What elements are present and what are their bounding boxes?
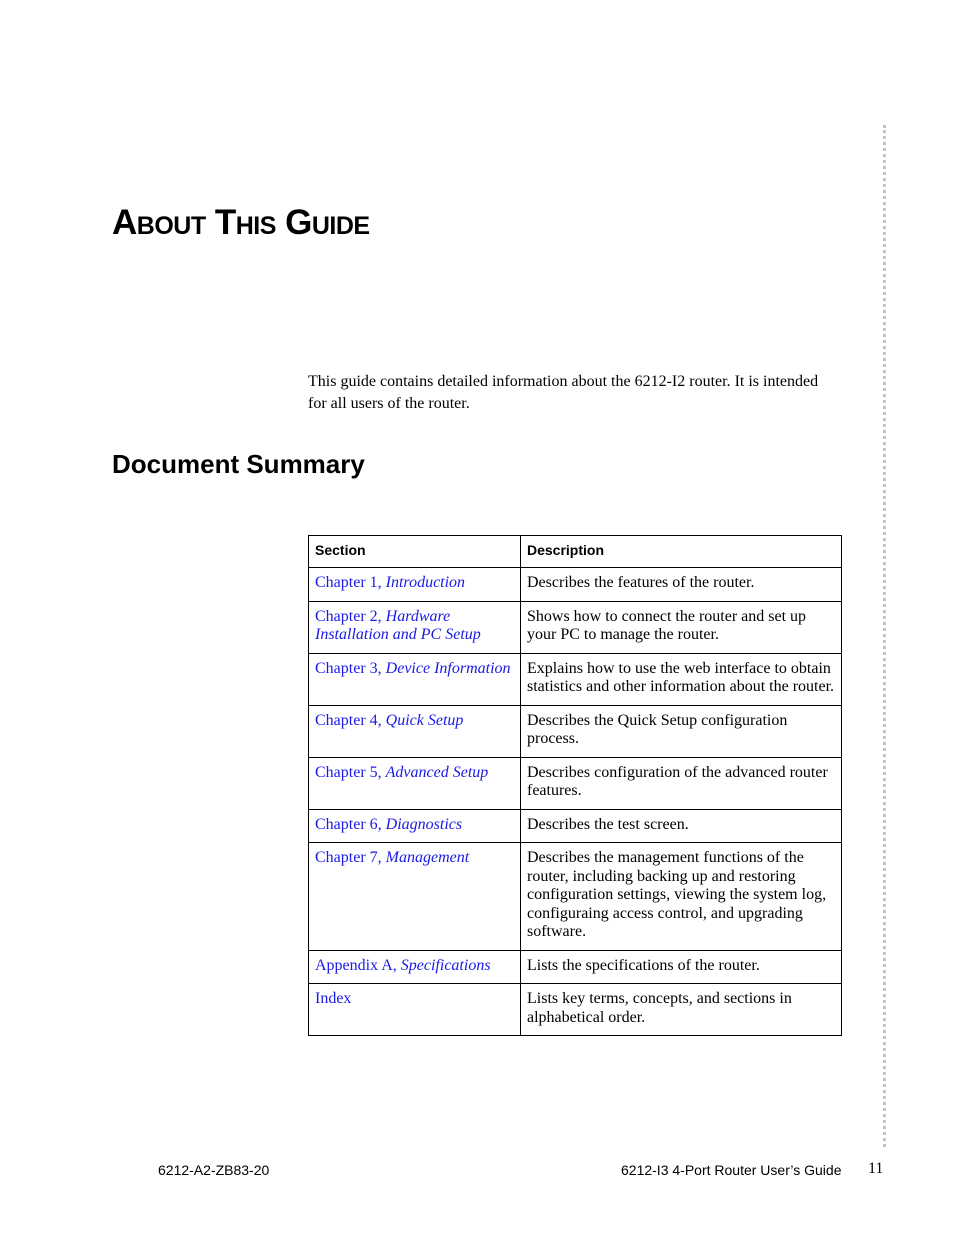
section-cell [309,757,521,809]
table-row [309,653,842,705]
section-cell [309,705,521,757]
link-title: Hardware Installation and PC Setup [315,607,481,643]
description-cell: Lists the specifications of the router. [521,950,842,984]
page-number: 11 [868,1160,884,1177]
description-cell: Lists key terms, concepts, and sections in alphabetical order. [521,984,842,1036]
table-row [309,950,842,984]
chapter-1-link[interactable] [315,574,465,591]
link-prefix: Chapter 1, [315,574,386,591]
footer-doc-number: 6212-A2-ZB83-20 [158,1162,270,1178]
link-prefix: Index [315,990,352,1007]
appendix-a-link[interactable] [315,957,491,974]
description-cell: Describes the management functions of the router, including backing up and restoring configuration settings, viewing the system log, configuraing access control, and upgrading software. [521,843,842,951]
chapter-4-link[interactable] [315,712,463,729]
description-cell: Describes configuration of the advanced router features. [521,757,842,809]
chapter-2-link[interactable] [315,608,481,644]
chapter-3-link[interactable] [315,660,511,677]
table-row [309,705,842,757]
section-cell [309,984,521,1036]
link-prefix: Appendix A, [315,956,401,974]
document-summary-table [308,535,842,1036]
table-row [309,843,842,951]
table-header-row [309,536,842,568]
section-heading-document-summary: Document Summary [112,449,365,479]
link-title: Introduction [385,574,466,591]
margin-dotted-rule [883,125,886,1147]
link-prefix: Chapter 7, [315,849,386,866]
table-row [309,601,842,653]
link-prefix: Chapter 6, [315,815,386,833]
link-prefix: Chapter 5, [315,763,386,781]
index-link[interactable] [315,990,351,1007]
section-cell [309,843,521,951]
link-prefix: Chapter 3, [315,659,386,677]
page-title: About This Guide [112,203,370,242]
table-row [309,984,842,1036]
link-title: Diagnostics [385,815,463,833]
chapter-5-link[interactable] [315,764,488,781]
section-cell [309,809,521,843]
description-cell: Describes the test screen. [521,809,842,843]
column-header-description: Description [521,536,842,568]
link-title: Specifications [400,956,491,974]
link-prefix: Chapter 4, [315,711,386,729]
link-title: Advanced Setup [385,763,489,781]
chapter-6-link[interactable] [315,816,462,833]
description-cell: Describes the features of the router. [521,568,842,602]
table-row [309,809,842,843]
intro-paragraph: This guide contains detailed information about the 6212-I2 router. It is intended for all users of the router. [308,373,819,412]
footer-guide-title: 6212-I3 4-Port Router User’s Guide [621,1162,842,1178]
link-title: Quick Setup [385,711,464,729]
chapter-7-link[interactable] [315,849,469,866]
link-title: Device Information [385,659,511,677]
section-cell [309,653,521,705]
link-title: Management [385,849,470,866]
description-cell: Explains how to use the web interface to obtain statistics and other information about the router. [521,653,842,705]
description-cell: Shows how to connect the router and set up your PC to manage the router. [521,601,842,653]
section-cell [309,568,521,602]
section-cell [309,950,521,984]
section-cell [309,601,521,653]
table-row [309,568,842,602]
link-prefix: Chapter 2, [315,607,386,625]
description-cell: Describes the Quick Setup configuration process. [521,705,842,757]
column-header-section: Section [309,536,521,568]
table-row [309,757,842,809]
